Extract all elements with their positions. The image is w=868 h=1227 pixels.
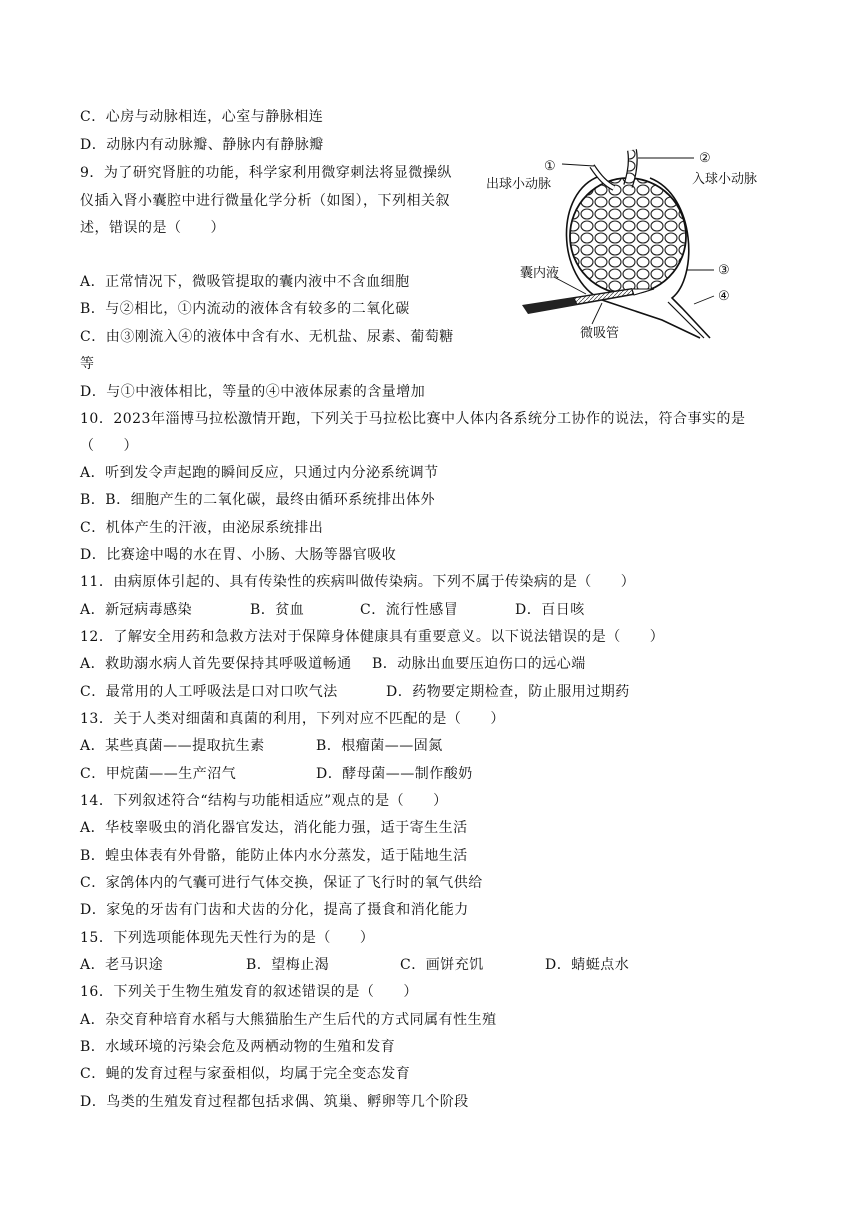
q16-stem: 16．下列关于生物生殖发育的叙述错误的是（ ） [80, 984, 418, 1000]
label-micropipette: 微吸管 [580, 326, 620, 341]
q9-option-a: A．正常情况下，微吸管提取的囊内液中不含血细胞 [80, 274, 410, 290]
q10-option-d: D．比赛途中喝的水在胃、小肠、大肠等器官吸收 [80, 547, 397, 563]
q11-option-a: A．新冠病毒感染 [80, 602, 193, 618]
q9-option-c-cont: 等 [80, 356, 95, 372]
q16-option-b: B．水域环境的污染会危及两栖动物的生殖和发育 [80, 1039, 396, 1055]
q14-stem: 14．下列叙述符合“结构与功能相适应”观点的是（ ） [80, 793, 448, 809]
q11-option-b: B．贫血 [250, 602, 305, 618]
q10-option-a: A．听到发令声起跑的瞬间反应，只通过内分泌系统调节 [80, 465, 439, 481]
q15-stem: 15．下列选项能体现先天性行为的是（ ） [80, 930, 375, 946]
q12-option-a: A．救助溺水病人首先要保持其呼吸道畅通 [80, 656, 352, 672]
q13-stem: 13．关于人类对细菌和真菌的利用，下列对应不匹配的是（ ） [80, 711, 505, 727]
q11-option-d: D．百日咳 [515, 602, 585, 618]
q16-option-c: C．蝇的发育过程与家蚕相似，均属于完全变态发育 [80, 1066, 411, 1082]
q10-stem-line-1: 10．2023年淄博马拉松激情开跑，下列关于马拉松比赛中人体内各系统分工协作的说法，符合事实的是 [80, 411, 746, 427]
glomerulus [570, 178, 686, 294]
q15-option-b: B．望梅止渴 [246, 957, 330, 973]
q9-stem-line-3: 述，错误的是（ ） [80, 220, 225, 236]
q14-option-d: D．家兔的牙齿有门齿和犬齿的分化，提高了摄食和消化能力 [80, 902, 469, 918]
q10-option-b: B．B．细胞产生的二氧化碳，最终由循环系统排出体外 [80, 492, 436, 508]
q9-option-d: D．与①中液体相比，等量的④中液体尿素的含量增加 [80, 384, 426, 400]
q9-stem-line-2: 仪插入肾小囊腔中进行微量化学分析（如图），下列相关叙 [80, 193, 450, 209]
q14-option-c: C．家鸽体内的气囊可进行气体交换，保证了飞行时的氧气供给 [80, 875, 483, 891]
q15-option-d: D．蜻蜓点水 [545, 957, 630, 973]
q16-option-a: A．杂交育种培育水稻与大熊猫胎生产生后代的方式同属有性生殖 [80, 1012, 497, 1028]
q12-option-d: D．药物要定期检查，防止服用过期药 [386, 684, 630, 700]
q13-option-c: C．甲烷菌——生产沼气 [80, 766, 237, 782]
q15-option-a: A．老马识途 [80, 957, 164, 973]
q11-stem: 11．由病原体引起的、具有传染性的疾病叫做传染病。下列不属于传染病的是（ ） [80, 574, 636, 590]
q8-option-d: D．动脉内有动脉瓣、静脉内有静脉瓣 [80, 137, 324, 153]
q14-option-b: B．蝗虫体表有外骨骼，能防止体内水分蒸发，适于陆地生活 [80, 848, 468, 864]
q9-option-c: C．由③刚流入④的液体中含有水、无机盐、尿素、葡萄糖 [80, 329, 454, 345]
q15-option-c: C．画饼充饥 [400, 957, 484, 973]
label-2-name: 入球小动脉 [692, 172, 758, 187]
q13-option-d: D．酵母菌——制作酸奶 [316, 766, 473, 782]
label-1-name: 出球小动脉 [486, 177, 552, 192]
label-2: ② [699, 151, 711, 166]
label-1: ① [544, 159, 556, 174]
q12-stem: 12．了解安全用药和急救方法对于保障身体健康具有重要意义。以下说法错误的是（ ） [80, 629, 665, 645]
q10-stem-line-2: （ ） [80, 438, 138, 454]
q8-option-c: C．心房与动脉相连，心室与静脉相连 [80, 109, 324, 125]
label-3: ③ [718, 263, 730, 278]
label-4: ④ [718, 289, 730, 304]
q9-stem-line-1: 9．为了研究肾脏的功能，科学家利用微穿刺法将显微操纵 [80, 165, 452, 181]
q14-option-a: A．华枝睾吸虫的消化器官发达，消化能力强，适于寄生生活 [80, 820, 468, 836]
q16-option-d: D．鸟类的生殖发育过程都包括求偶、筑巢、孵卵等几个阶段 [80, 1094, 469, 1110]
q13-option-b: B．根瘤菌——固氮 [316, 738, 443, 754]
q12-option-c: C．最常用的人工呼吸法是口对口吹气法 [80, 684, 338, 700]
label-capsule-fluid: 囊内液 [520, 266, 560, 281]
q12-option-b: B．动脉出血要压迫伤口的远心端 [372, 656, 586, 672]
q11-option-c: C．流行性感冒 [360, 602, 459, 618]
q13-option-a: A．某些真菌——提取抗生素 [80, 738, 265, 754]
q10-option-c: C．机体产生的汗液，由泌尿系统排出 [80, 520, 324, 536]
q9-option-b: B．与②相比，①内流动的液体含有较多的二氧化碳 [80, 301, 410, 317]
glomerulus-figure [482, 148, 782, 348]
